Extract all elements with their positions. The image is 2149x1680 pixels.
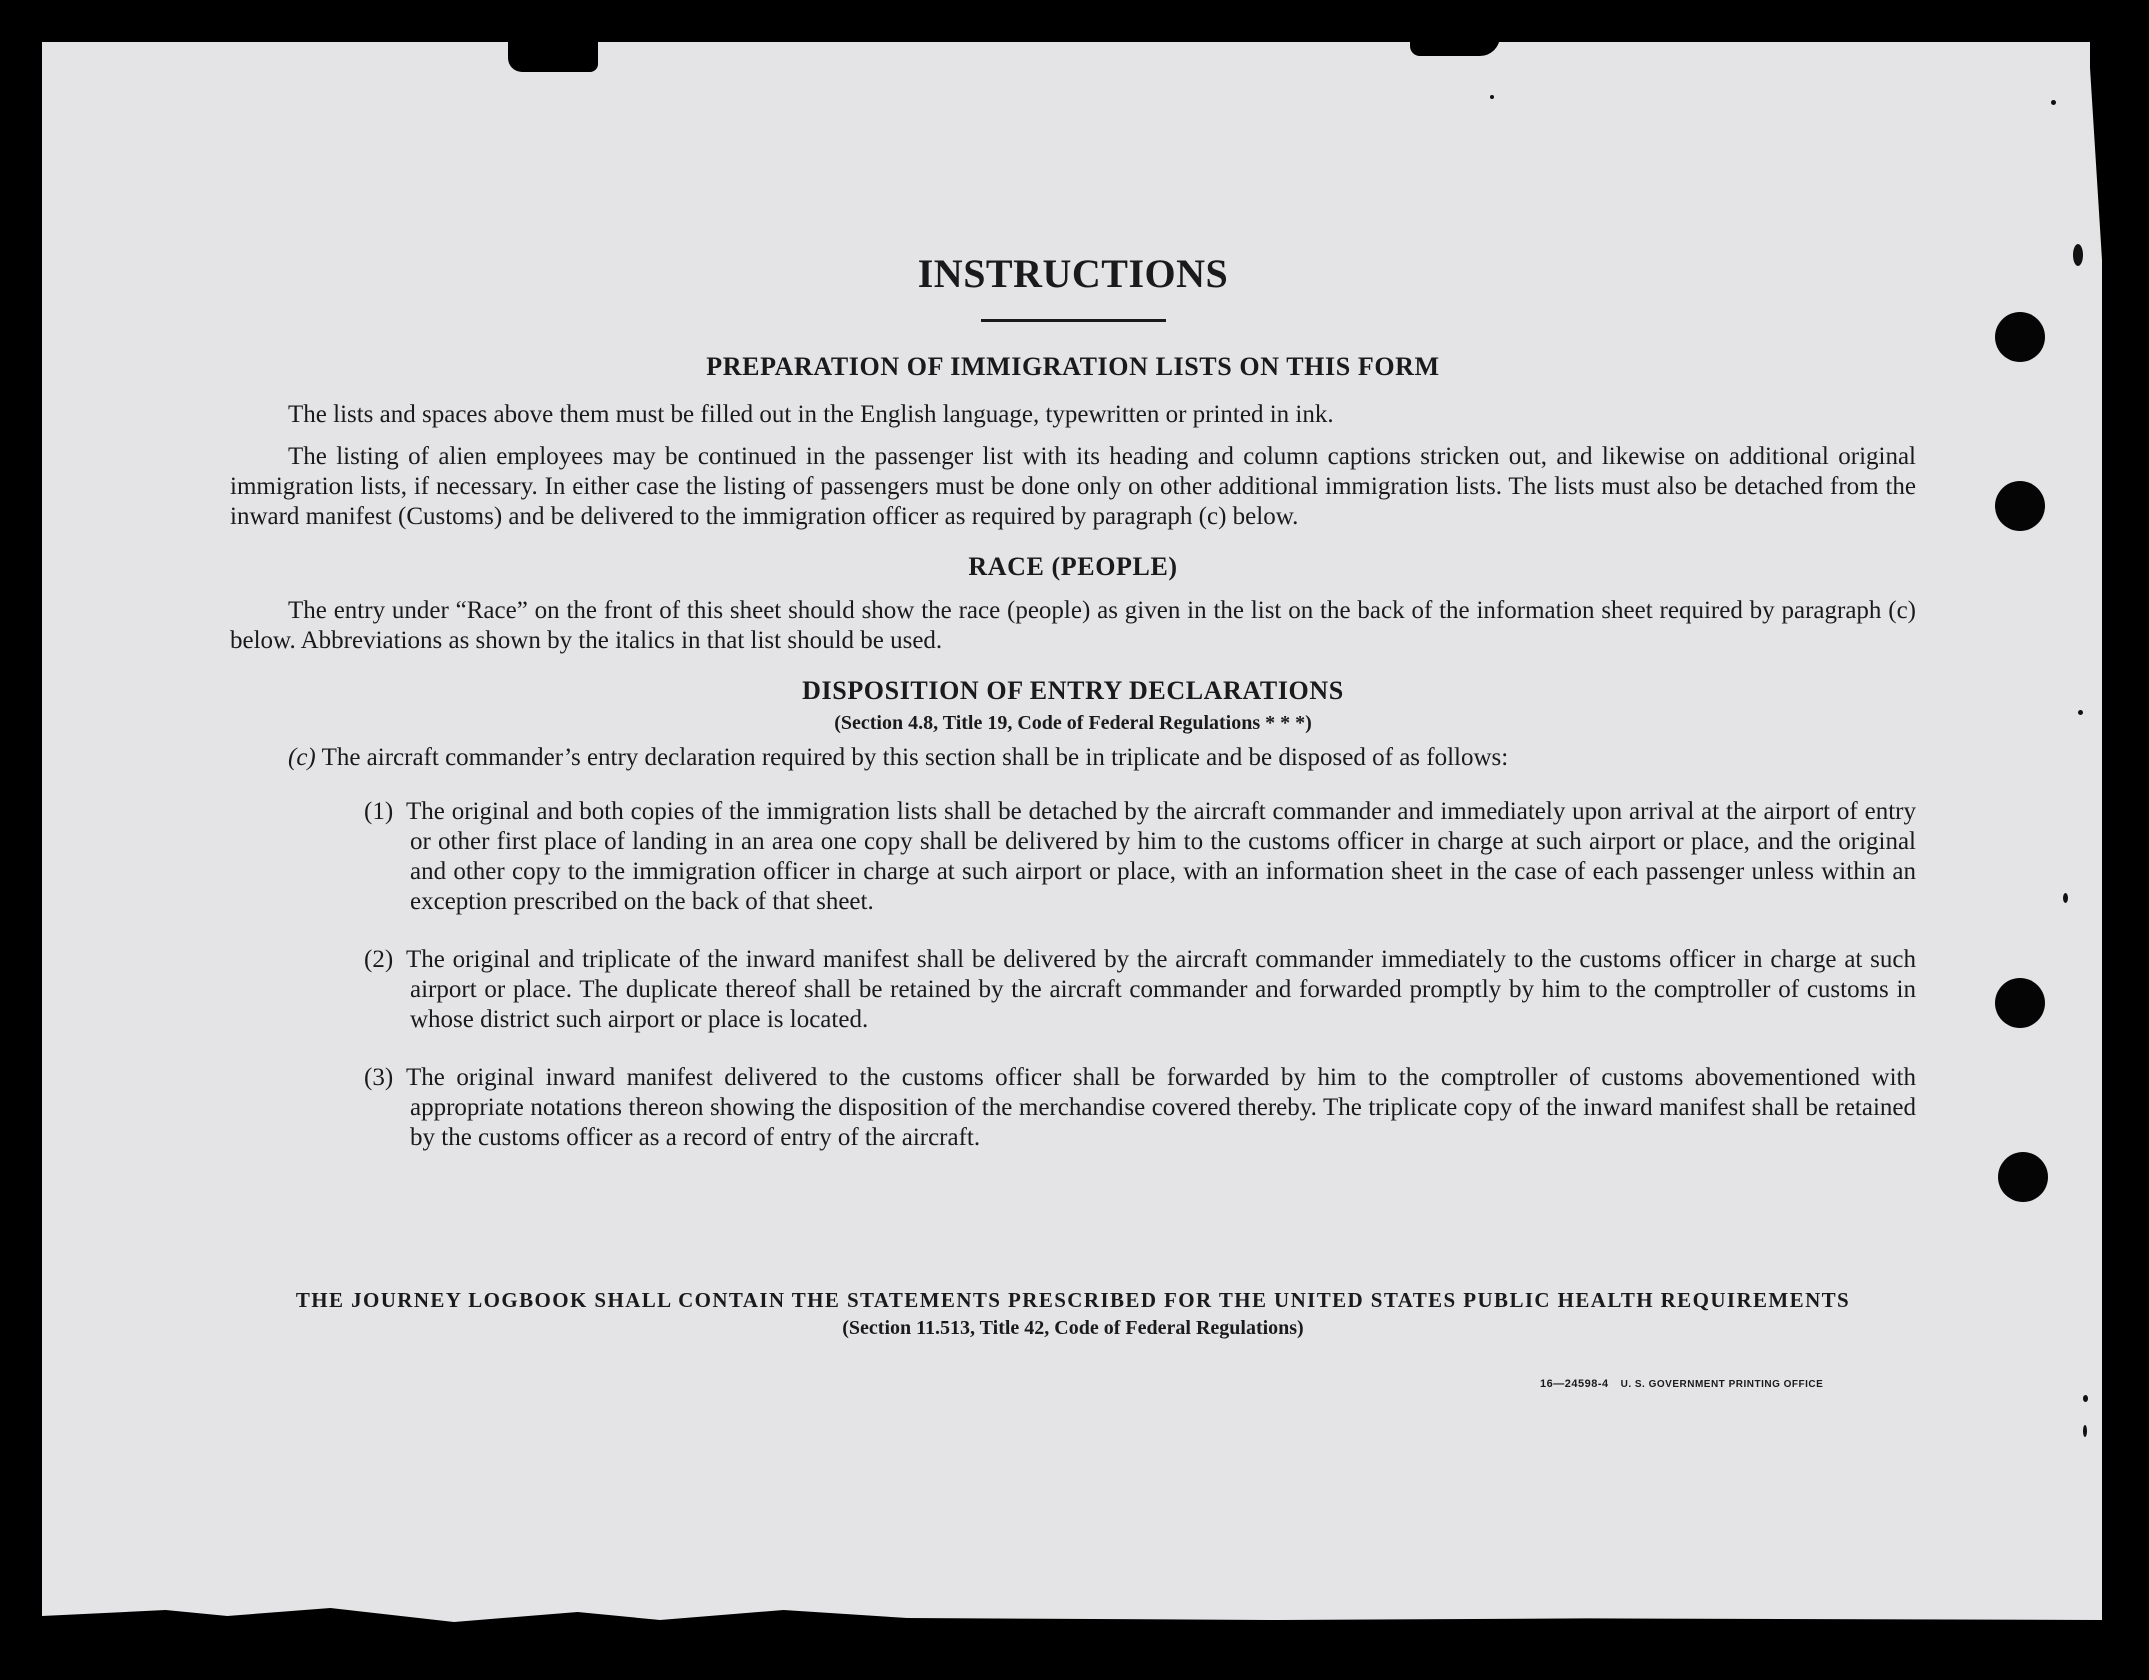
- paragraph: The entry under “Race” on the front of this sheet should show the race (people) as given in the list on the back of the information sheet required by paragraph (c) below. Abbreviations as shown by the italics in that list should be used.: [230, 597, 1916, 654]
- section-heading-race: RACE (PEOPLE): [968, 552, 1178, 581]
- section-heading-preparation: PREPARATION OF IMMIGRATION LISTS ON THIS FORM: [706, 352, 1440, 381]
- torn-edge: [1410, 36, 1500, 56]
- punch-hole: [1995, 978, 2045, 1028]
- item-number: (2): [364, 946, 394, 973]
- section-heading-disposition: DISPOSITION OF ENTRY DECLARATIONS: [802, 676, 1344, 705]
- printer-imprint: [1540, 1378, 1823, 1390]
- ink-speck: [1490, 95, 1494, 99]
- page-title: INSTRUCTIONS: [917, 251, 1229, 296]
- list-item: [230, 945, 1916, 1035]
- footer-citation: (Section 11.513, Title 42, Code of Federal Regulations): [842, 1317, 1304, 1339]
- paragraph: The lists and spaces above them must be filled out in the English language, typewritten or printed in ink.: [288, 401, 1334, 428]
- punch-hole: [1998, 1152, 2048, 1202]
- ink-speck: [2083, 1425, 2087, 1437]
- punch-hole: [1995, 481, 2045, 531]
- ink-speck: [2073, 244, 2083, 266]
- list-item: [230, 1063, 1916, 1153]
- section-citation: (Section 4.8, Title 19, Code of Federal Regulations * * *): [834, 712, 1312, 734]
- paragraph: The listing of alien employees may be continued in the passenger list with its heading and column captions stricken out, and likewise on additional original immigration lists, if necessary. In either case the listing of passengers must be done only on other additional immigration lists. The lists must also be detached from the inward manifest (Customs) and be delivered to the immigration officer as required by paragraph (c) below.: [230, 443, 1916, 530]
- torn-edge: [508, 36, 598, 72]
- footer: [200, 1288, 1946, 1340]
- item-text: The original inward manifest delivered to the customs officer shall be forwarded by him to the comptroller of customs abovementioned with appropriate notations thereon showing the disposition of the merchandise covered thereby. The triplicate copy of the inward manifest shall be retained by the customs officer as a record of entry of the aircraft.: [406, 1064, 1916, 1151]
- instructions-content: [230, 250, 1916, 1153]
- punch-hole: [1995, 312, 2045, 362]
- footer-statement: THE JOURNEY LOGBOOK SHALL CONTAIN THE STATEMENTS PRESCRIBED FOR THE UNITED STATES PUBLIC HEALTH REQUIREMENTS: [295, 1288, 1851, 1312]
- form-number: 16—24598-4: [1540, 1378, 1609, 1390]
- printer-name: U. S. GOVERNMENT PRINTING OFFICE: [1620, 1379, 1824, 1390]
- paragraph-label: (c): [288, 744, 316, 771]
- title-underline: [981, 319, 1166, 322]
- paragraph-text: The aircraft commander’s entry declaration required by this section shall be in triplicate and be disposed of as follows:: [321, 744, 1509, 771]
- ink-speck: [2063, 893, 2068, 903]
- item-text: The original and triplicate of the inward manifest shall be delivered by the aircraft commander immediately to the customs officer in charge at such airport or place. The duplicate thereof shall be retained by the aircraft commander and forwarded promptly by him to the comptroller of customs in whose district such airport or place is located.: [406, 946, 1916, 1033]
- ink-speck: [2078, 710, 2083, 715]
- ink-speck: [2051, 100, 2056, 105]
- list-item: [230, 797, 1916, 917]
- paragraph-c: [230, 743, 1916, 773]
- item-number: (3): [364, 1064, 394, 1091]
- ink-speck: [2083, 1395, 2088, 1402]
- item-text: The original and both copies of the immigration lists shall be detached by the aircraft commander and immediately upon arrival at the airport of entry or other first place of landing in an area one copy shall be delivered by him to the customs officer in charge at such airport or place, and the original and other copy to the immigration officer in charge at such airport or place, with an information sheet in the case of each passenger unless within an exception prescribed on the back of that sheet.: [406, 798, 1916, 915]
- item-number: (1): [364, 798, 394, 825]
